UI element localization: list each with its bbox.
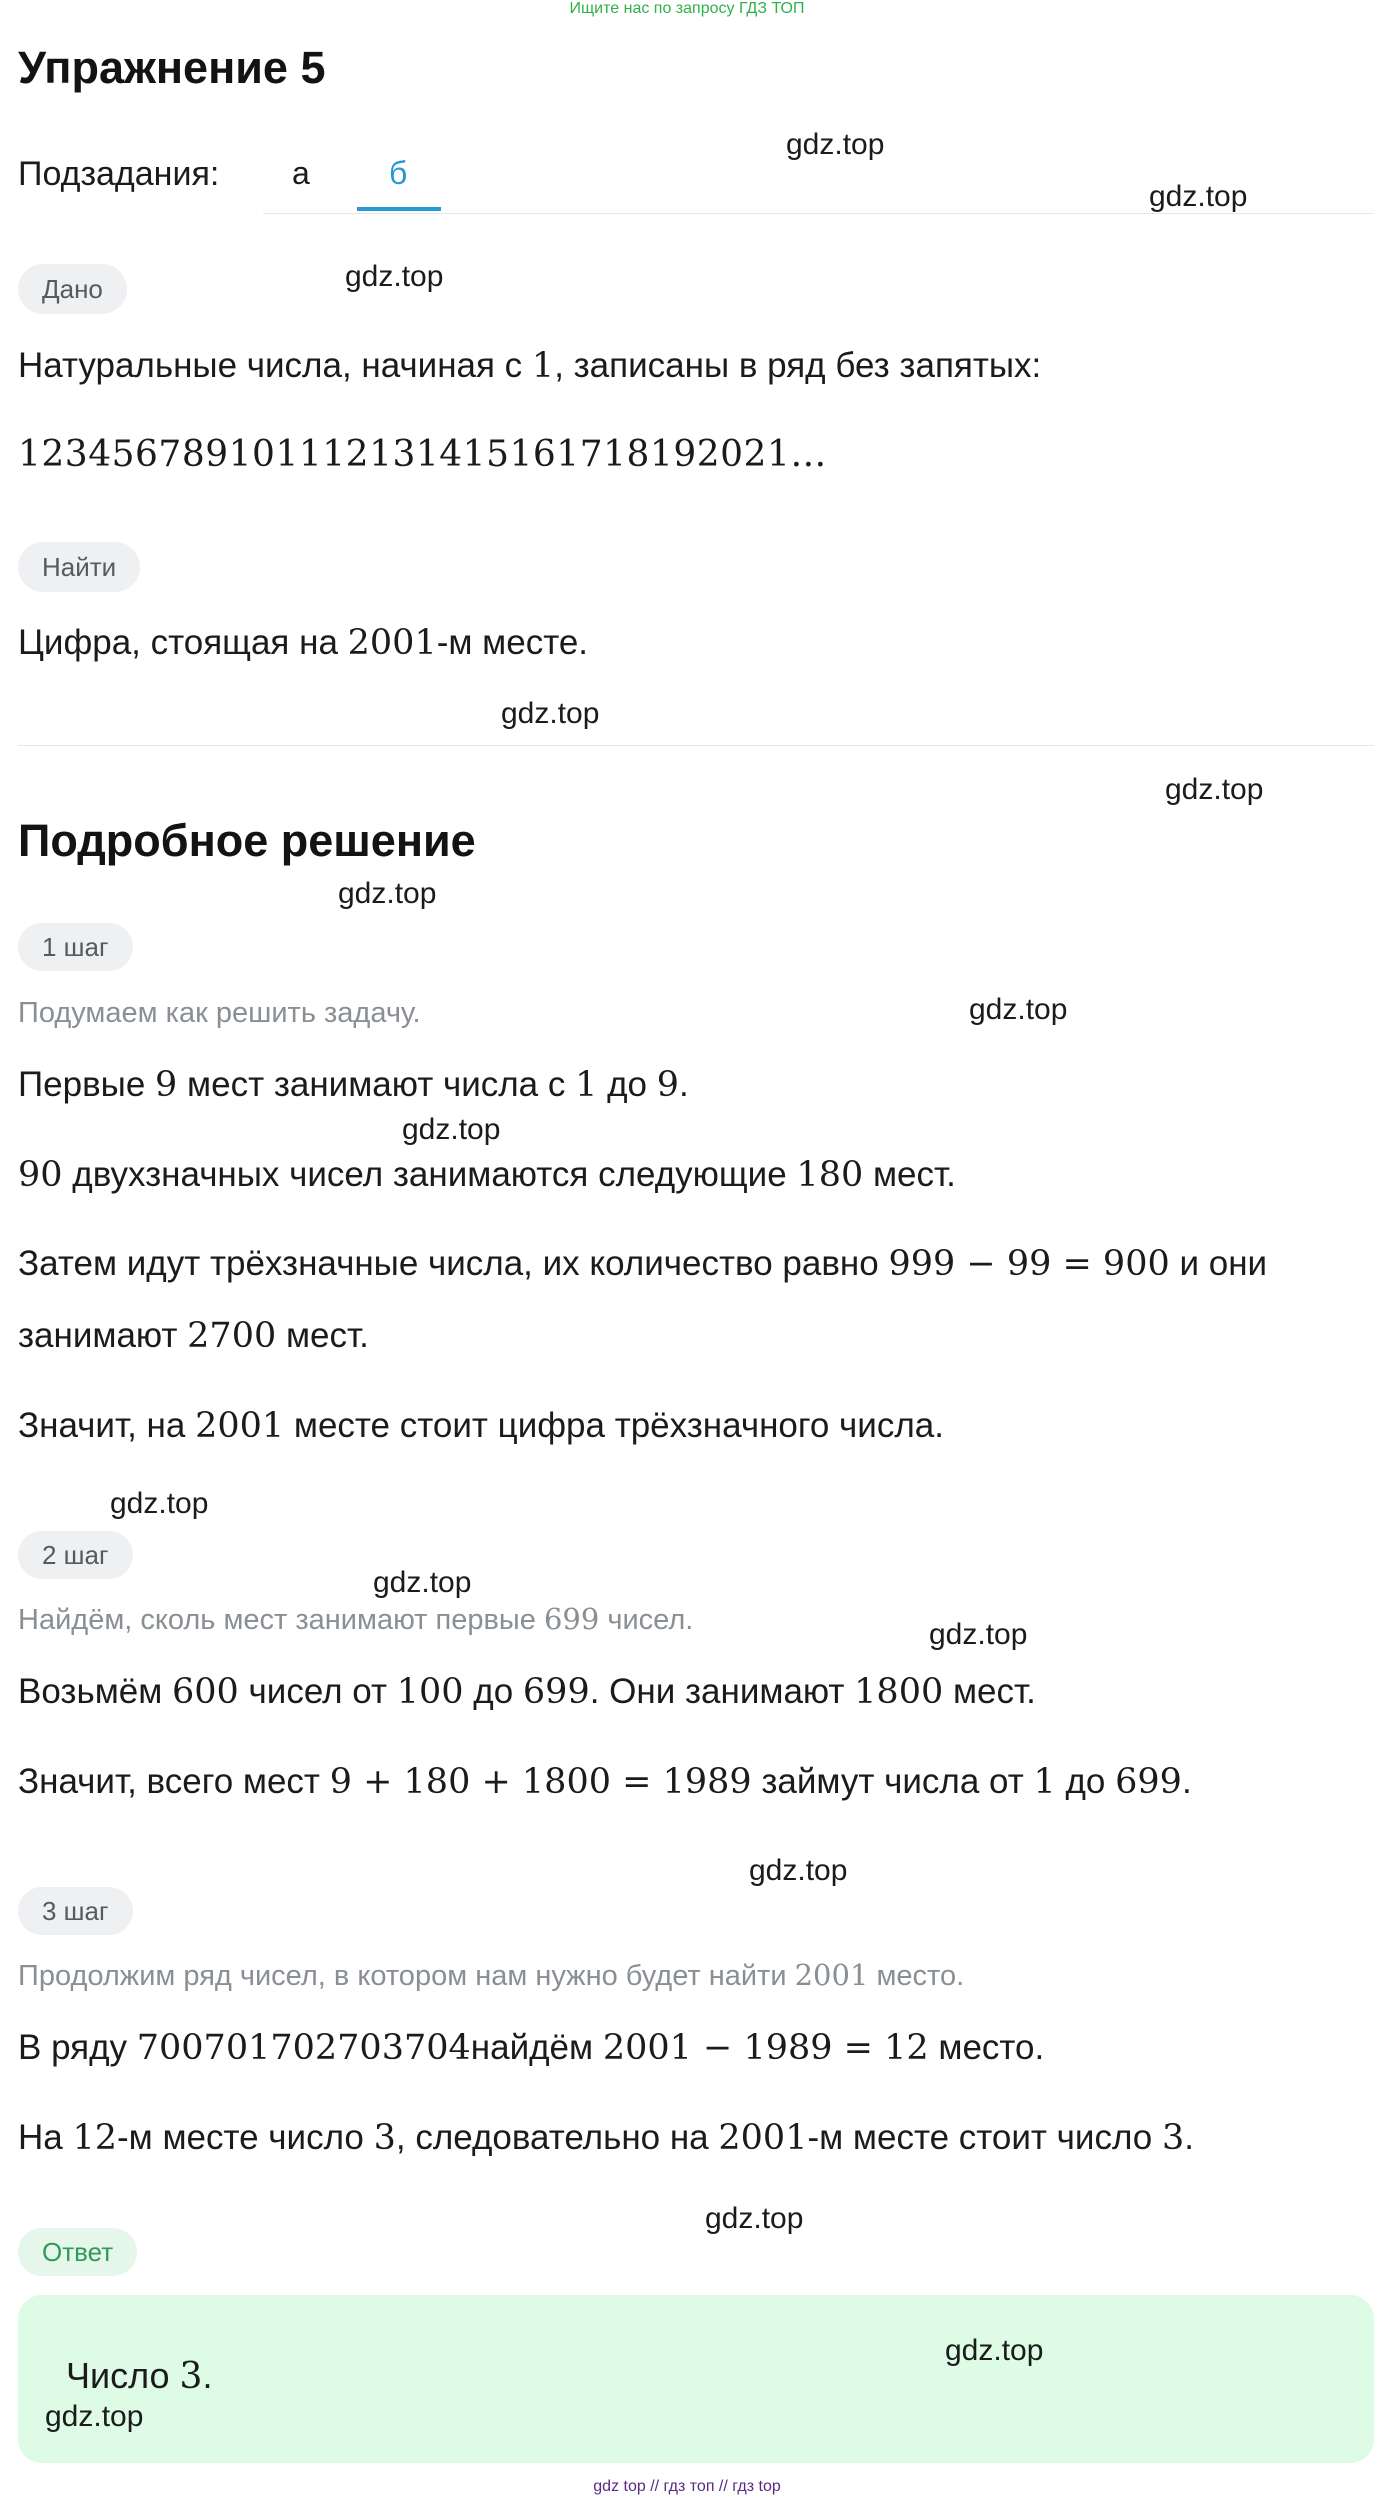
page-title: Упражнение 5 [18,42,326,93]
step1-line2: 90 двухзначных чисел занимаются следующие 180 мест. [18,1155,956,1195]
watermark: gdz.top [945,2334,1044,2367]
find-text: Цифра, стоящая на 2001-м месте. [18,623,589,663]
answer-box [18,2295,1374,2463]
watermark: gdz.top [1149,180,1248,213]
watermark: gdz.top [969,993,1068,1026]
step1-hint: Подумаем как решить задачу. [18,997,421,1029]
step3-hint: Продолжим ряд чисел, в котором нам нужно будет найти 2001 место. [18,1958,965,1992]
footer-links[interactable]: gdz top // гдз топ // гдз top [593,2478,781,2495]
step2-hint: Найдём, сколь мест занимают первые 699 чисел. [18,1602,694,1636]
step1-line3: Затем идут трёхзначные числа, их количество равно 999 − 99 = 900 и они [18,1244,1268,1284]
watermark: gdz.top [786,128,885,161]
step3-line2: На 12-м месте число 3, следовательно на 2001-м месте стоит число 3. [18,2118,1194,2158]
given-badge: Дано [18,264,127,314]
step1-line1: Первые 9 мест занимают числа с 1 до 9. [18,1065,689,1105]
watermark: gdz.top [929,1618,1028,1651]
watermark: gdz.top [110,1487,209,1520]
step2-line2: Значит, всего мест 9 + 180 + 1800 = 1989 займут числа от 1 до 699. [18,1762,1192,1802]
active-tab-indicator [357,207,441,211]
solution-title: Подробное решение [18,815,476,866]
tab-a[interactable]: а [292,155,310,191]
step3-line1: В ряду 700701702703704найдём 2001 − 1989 = 12 место. [18,2028,1045,2068]
watermark: gdz.top [338,877,437,910]
watermark: gdz.top [705,2202,804,2235]
watermark: gdz.top [373,1566,472,1599]
watermark: gdz.top [749,1854,848,1887]
step1-badge: 1 шаг [18,923,133,971]
subtasks-label: Подзадания: [18,155,220,193]
given-text: Натуральные числа, начиная с 1, записаны в ряд без запятых: [18,346,1042,386]
tab-b[interactable]: б [389,155,408,191]
answer-badge: Ответ [18,2228,137,2276]
watermark: gdz.top [501,697,600,730]
watermark: gdz.top [1165,773,1264,806]
watermark: gdz.top [345,260,444,293]
step2-line1: Возьмём 600 чисел от 100 до 699. Они занимают 1800 мест. [18,1672,1036,1712]
step2-badge: 2 шаг [18,1531,133,1579]
step1-line5: Значит, на 2001 месте стоит цифра трёхзначного числа. [18,1406,944,1446]
watermark: gdz.top [402,1113,501,1146]
answer-text: Число 3. [66,2355,213,2397]
watermark: gdz.top [45,2400,144,2433]
top-note: Ищите нас по запросу ГДЗ ТОП [569,0,805,17]
step3-badge: 3 шаг [18,1887,133,1935]
find-badge: Найти [18,542,140,592]
given-sequence: 1234567891011121314151617181920​21… [18,434,827,475]
section-divider [18,745,1374,746]
step1-line4: занимают 2700 мест. [18,1316,369,1356]
